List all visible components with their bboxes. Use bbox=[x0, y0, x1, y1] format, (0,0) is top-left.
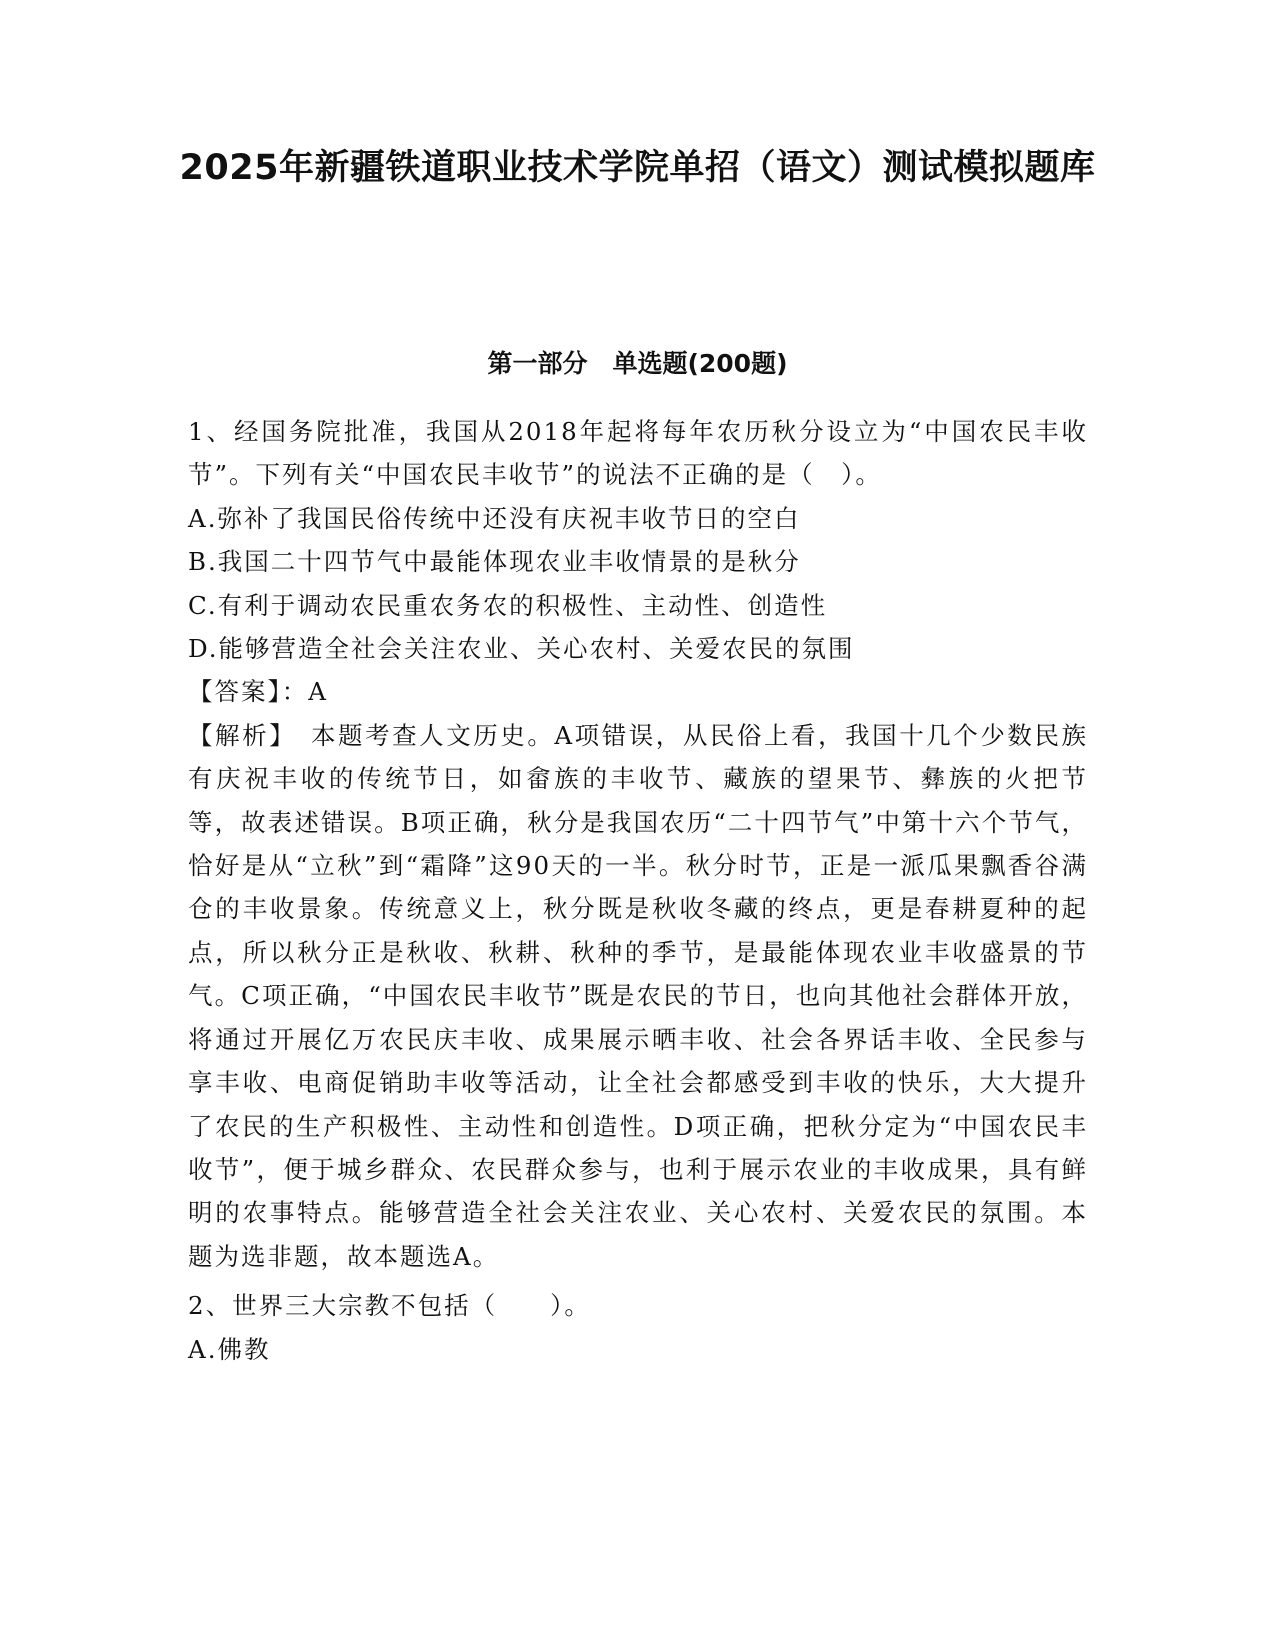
section-title: 第一部分 单选题(200题) bbox=[487, 349, 788, 378]
question-stem: 1、经国务院批准，我国从2018年起将每年农历秋分设立为“中国农民丰收节”。下列有关“中国农民丰收节”的说法不正确的是（ ）。 bbox=[188, 417, 1088, 490]
analysis-text: 本题考查人文历史。A项错误，从民俗上看，我国十几个少数民族有庆祝丰收的传统节日，如畲族的丰收节、藏族的望果节、彝族的火把节等，故表述错误。B项正确，秋分是我国农历“二十四节气”中第十六个节气，恰好是从“立秋”到“霜降”这90天的一半。秋分时节，正是一派瓜果飘香谷满仓的丰收景象。传统意义上，秋分既是秋收冬藏的终点，更是春耕夏种的起点，所以秋分正是秋收、秋耕、秋种的季节，是最能体现农业丰收盛景的节气。C项正确，“中国农民丰收节”既是农民的节日，也向其他社会群体开放，将通过开展亿万农民庆丰收、成果展示晒丰收、社会各界话丰收、全民参与享丰收、电商促销助丰收等活动，让全社会都感受到丰收的快乐，大大提升了农民的生产积极性、主动性和创造性。D项正确，把秋分定为“中国农民丰收节”，便于城乡群众、农民群众参与，也利于展示农业的丰收成果，具有鲜明的农事特点。能够营造全社会关注农业、关心农村、关爱农民的氛围。本题为选非题，故本题选A。 bbox=[188, 720, 1088, 1271]
question-1 bbox=[188, 410, 1088, 1278]
question-stem: 2、世界三大宗教不包括（ ）。 bbox=[188, 1291, 591, 1321]
option-b: B.我国二十四节气中最能体现农业丰收情景的是秋分 bbox=[188, 547, 801, 577]
answer-line bbox=[188, 670, 1088, 713]
analysis-paragraph bbox=[188, 714, 1088, 1278]
option-d: D.能够营造全社会关注农业、关心农村、关爱农民的氛围 bbox=[188, 634, 855, 664]
answer-value: A bbox=[308, 677, 328, 707]
answer-label: 【答案】： bbox=[188, 677, 309, 707]
option-a: A.弥补了我国民俗传统中还没有庆祝丰收节日的空白 bbox=[188, 503, 801, 533]
option-a: A.佛教 bbox=[188, 1334, 271, 1364]
option-c: C.有利于调动农民重农务农的积极性、主动性、创造性 bbox=[188, 590, 828, 620]
analysis-label: 【解析】 bbox=[188, 720, 284, 750]
document-title: 2025年新疆铁道职业技术学院单招（语文）测试模拟题库 bbox=[179, 148, 1096, 188]
question-2 bbox=[188, 1284, 1088, 1371]
question-list bbox=[188, 410, 1088, 1371]
